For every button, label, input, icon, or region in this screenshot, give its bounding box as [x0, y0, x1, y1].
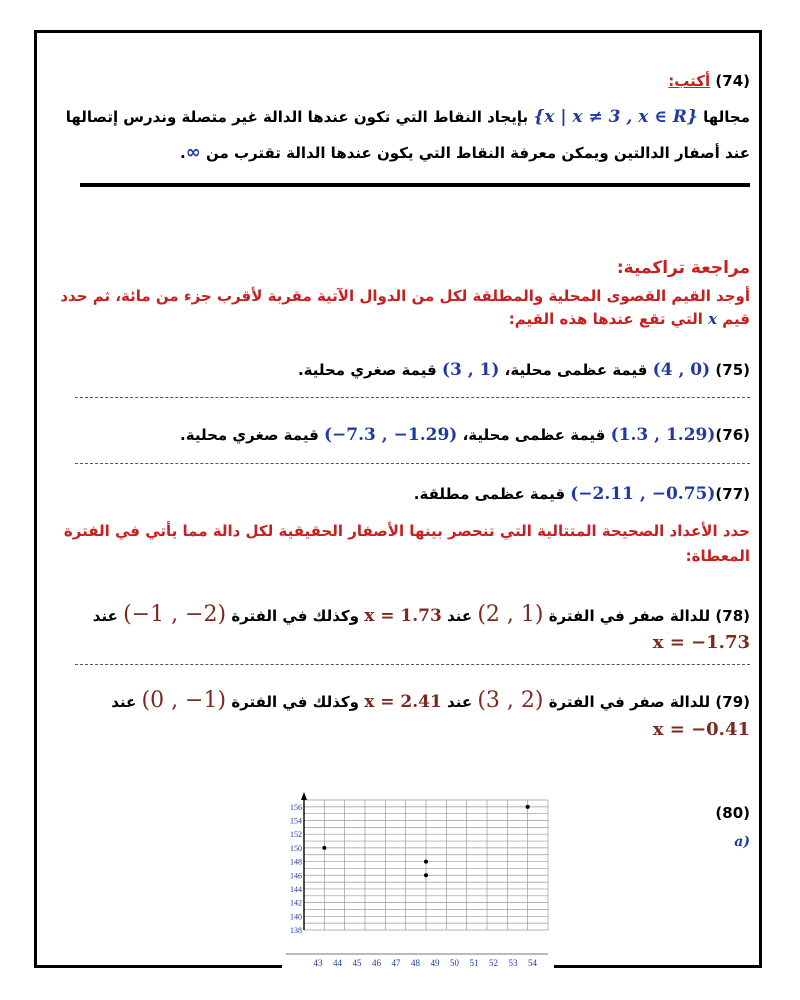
- q79-eq1: x = 2.41: [364, 692, 442, 712]
- q80-number: (80): [715, 804, 750, 822]
- q78-text4: عند: [92, 607, 118, 625]
- y-tick-label: 148: [290, 857, 302, 867]
- data-point: [424, 860, 428, 864]
- q76-point2: (−7.3 , −1.29): [324, 425, 458, 445]
- data-point: [424, 873, 428, 877]
- y-tick-label: 142: [290, 898, 302, 908]
- q77-number: (77): [715, 485, 750, 503]
- q74-line2: [180, 142, 750, 163]
- review-title-line: [617, 258, 750, 278]
- y-tick-label: 146: [290, 871, 302, 881]
- y-tick-label: 154: [290, 816, 302, 826]
- review-title: مراجعة تراكمية:: [616, 258, 750, 278]
- q74-line2-text: عند أصفار الدالتين ويمكن معرفة النقاط التي يكون عندها الدالة تقترب من: [205, 144, 750, 162]
- q75-text1: قيمة عظمى محلية،: [504, 361, 648, 379]
- q79-eq2: x = −0.41: [652, 719, 750, 740]
- review-instr2-start: قيم: [722, 310, 750, 328]
- q78-line1: [93, 602, 750, 627]
- q78-number: (78): [715, 607, 750, 625]
- q75-number: (75): [715, 361, 750, 379]
- q74-heading-line: [668, 72, 750, 90]
- q74-heading: أكتب:: [668, 72, 711, 90]
- x-tick-label: 48: [411, 958, 420, 968]
- review-instr-line2: [509, 310, 750, 328]
- y-tick-label: 156: [290, 802, 302, 812]
- q74-line1-rest: بإيجاد النقاط التي تكون عندها الدالة غير متصلة وندرس إتصالها: [65, 108, 529, 126]
- q76-text2: قيمة صغري محلية.: [180, 426, 319, 444]
- scatter-chart: [282, 792, 554, 970]
- q80-part-a: (a: [734, 834, 750, 850]
- review-instr-line1: أوجد القيم القصوى المحلية والمطلقة لكل من الدوال الآتية مقربة لأقرب جزء من مائة، ثم حدد: [60, 287, 750, 305]
- q78-text1: للدالة صفر في الفترة: [548, 607, 711, 625]
- y-tick-label: 152: [290, 830, 302, 840]
- x-tick-label: 46: [372, 958, 381, 968]
- q78-eq2: x = −1.73: [652, 632, 750, 653]
- q75-point2: (3 , 1): [441, 360, 500, 380]
- q76-line: [180, 425, 750, 445]
- x-tick-label: 44: [333, 958, 342, 968]
- x-tick-label: 47: [391, 958, 401, 968]
- x-tick-label: 49: [430, 958, 440, 968]
- q77-text1: قيمة عظمى مطلقة.: [413, 485, 566, 503]
- review-instr2-end: التي تقع عندها هذه القيم:: [508, 310, 703, 328]
- dashed-divider-2: [75, 463, 750, 464]
- q77-line: [414, 484, 750, 504]
- q79-text4: عند: [111, 693, 137, 711]
- q78-text2: عند: [447, 607, 473, 625]
- x-tick-label: 45: [352, 958, 362, 968]
- y-tick-label: 144: [290, 884, 302, 894]
- q79-number: (79): [715, 693, 750, 711]
- x-tick-label: 54: [528, 958, 537, 968]
- review-var-x: x: [708, 310, 718, 328]
- section-divider: [80, 183, 750, 187]
- q76-text1: قيمة عظمى محلية،: [462, 426, 606, 444]
- dashed-divider-1: [75, 397, 750, 398]
- q79-line2: [653, 719, 750, 740]
- q80-line: [715, 804, 750, 822]
- x-tick-label: 51: [469, 958, 479, 968]
- x-tick-label: 53: [508, 958, 518, 968]
- x-tick-label: 52: [489, 958, 498, 968]
- infinity-symbol: ∞: [185, 142, 201, 163]
- q76-number: (76): [715, 426, 750, 444]
- scatter-chart-svg: [282, 792, 554, 970]
- instr2-line2: المعطاة:: [685, 547, 750, 565]
- q79-text3: وكذلك في الفترة: [231, 693, 359, 711]
- chart-gap: [282, 931, 554, 953]
- q74-line1: [66, 107, 750, 127]
- q75-point1: (4 , 0): [652, 360, 711, 380]
- q77-point1: (−2.11 , −0.75): [570, 484, 716, 504]
- q79-line1: [111, 688, 750, 713]
- y-tick-label: 138: [290, 926, 302, 935]
- q79-text1: للدالة صفر في الفترة: [548, 693, 711, 711]
- q75-text2: قيمة صغري محلية.: [297, 361, 437, 379]
- q75-line: [298, 360, 750, 380]
- x-tick-label: 50: [450, 958, 459, 968]
- instr2-line1: حدد الأعداد الصحيحة المتتالية التي تنحصر بينها الأصفار الحقيقية لكل دالة مما يأتي في الفترة: [63, 522, 750, 540]
- y-tick-label: 140: [290, 912, 302, 922]
- q80-part-line: [734, 832, 750, 850]
- q76-point1: (1.3 , 1.29): [610, 425, 716, 445]
- x-tick-label: 43: [313, 958, 323, 968]
- q74-number: (74): [715, 72, 750, 90]
- q74-line1-text: مجالها: [703, 108, 750, 126]
- q79-interval2: (0 , −1): [141, 688, 227, 713]
- q74-domain-set: {x | x ≠ 3 , x ∈ R}: [533, 107, 698, 127]
- q78-interval1: (2 , 1): [477, 602, 544, 627]
- q78-interval2: (−1 , −2): [123, 602, 227, 627]
- q74-line2-end: .: [180, 144, 186, 162]
- data-point: [526, 805, 530, 809]
- y-tick-label: 150: [290, 843, 302, 853]
- q78-eq1: x = 1.73: [364, 606, 442, 626]
- q78-text3: وكذلك في الفترة: [231, 607, 359, 625]
- data-point: [322, 846, 326, 850]
- q79-text2: عند: [447, 693, 473, 711]
- q78-line2: [653, 632, 750, 653]
- q79-interval1: (3 , 2): [477, 688, 544, 713]
- dashed-divider-3: [75, 664, 750, 665]
